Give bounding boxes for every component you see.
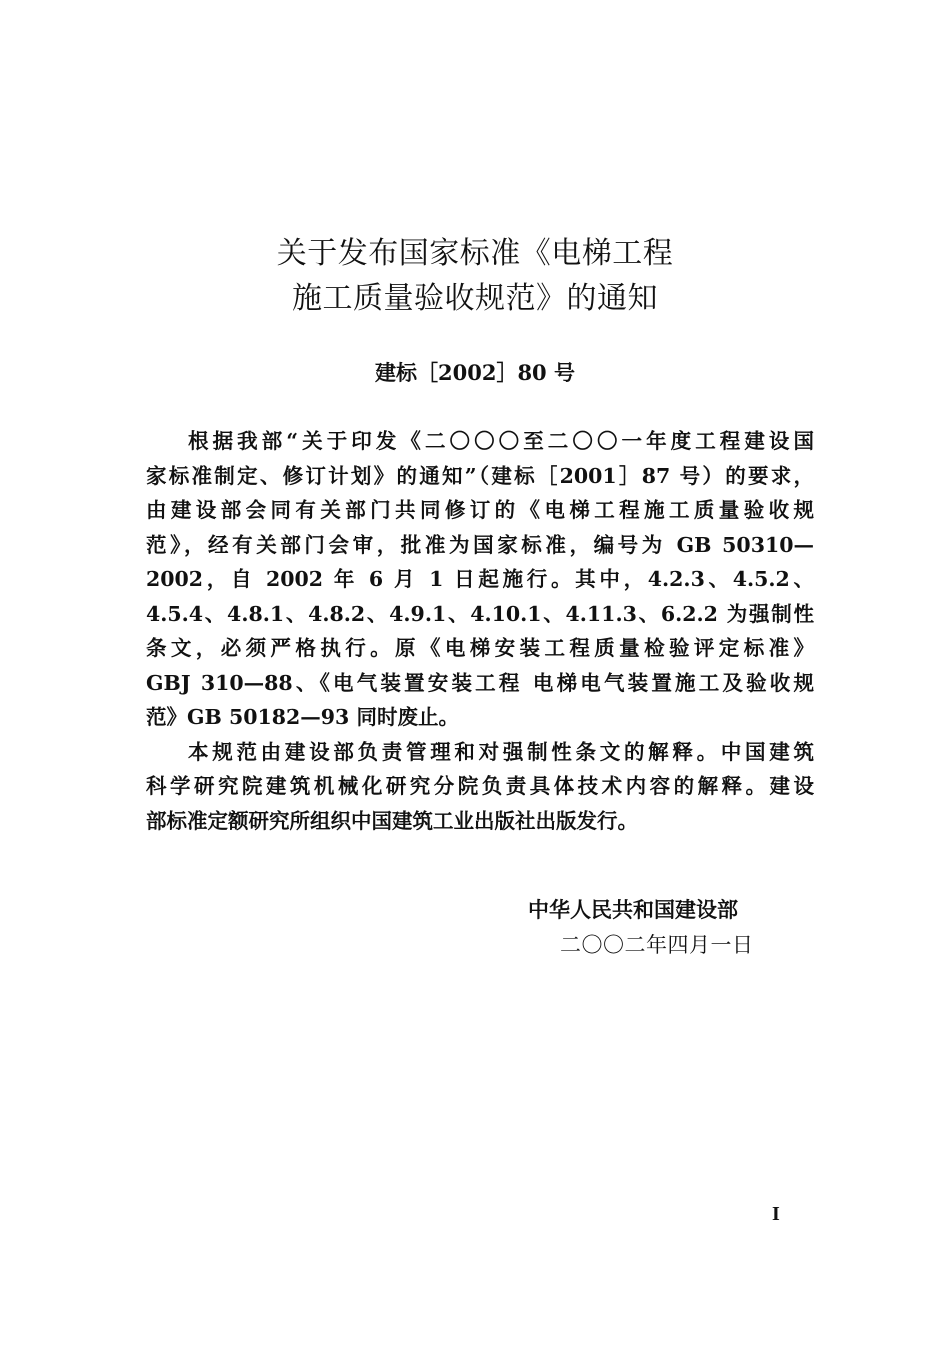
body-line: 部标准定额研究所组织中国建筑工业出版社出版发行。 <box>146 808 638 833</box>
issue-date: 二〇〇二年四月一日 <box>560 933 754 957</box>
title-line-1: 关于发布国家标准《电梯工程 <box>276 236 674 271</box>
body-line: 条文，必须严格执行。原《电梯安装工程质量检验评定标准》 <box>146 636 814 660</box>
body-line: 范》GB 50182—93 同时废止。 <box>146 705 459 729</box>
notice-body <box>146 424 814 838</box>
body-line: 家标准制定、修订计划》的通知”（建标［2001］87 号）的要求， <box>146 463 814 488</box>
document-number: 建标［2002］80 号 <box>375 360 575 385</box>
issuing-authority: 中华人民共和国建设部 <box>528 897 738 922</box>
body-line: 本规范由建设部负责管理和对强制性条文的解释。中国建筑 <box>188 739 814 764</box>
notice-title <box>0 232 950 322</box>
body-line: 范》，经有关部门会审，批准为国家标准，编号为 GB 50310— <box>146 532 814 557</box>
body-line: 根据我部“关于印发《二〇〇〇至二〇〇一年度工程建设国 <box>188 429 814 453</box>
body-line: 由建设部会同有关部门共同修订的《电梯工程施工质量验收规 <box>146 498 814 522</box>
body-line: 科学研究院建筑机械化研究分院负责具体技术内容的解释。建设 <box>146 774 814 798</box>
title-line-2: 施工质量验收规范》的通知 <box>292 281 658 316</box>
body-line: 4.5.4、4.8.1、4.8.2、4.9.1、4.10.1、4.11.3、6.2.2 为强制性 <box>146 601 814 626</box>
body-line: GBJ 310—88、《电气装置安装工程 电梯电气装置施工及验收规 <box>146 670 814 695</box>
body-line: 2002，自 2002 年 6 月 1 日起施行。其中，4.2.3、4.5.2、 <box>146 567 814 591</box>
page-number: I <box>772 1203 780 1225</box>
